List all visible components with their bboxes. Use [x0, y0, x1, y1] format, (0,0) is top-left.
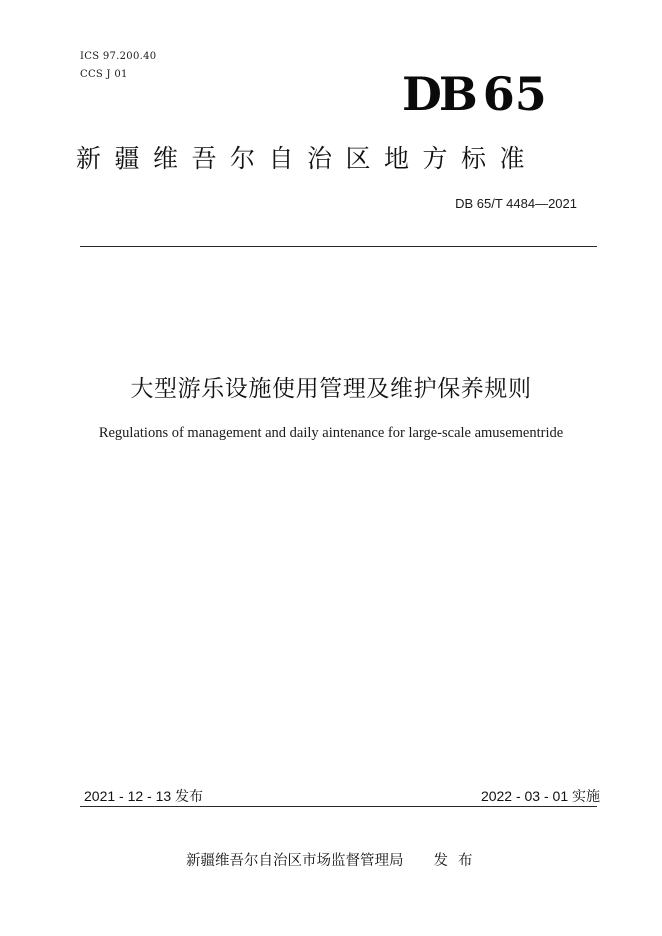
issuer-line	[186, 849, 483, 870]
top-divider	[80, 246, 597, 247]
implementation-date: 2022 - 03 - 01 实施	[480, 788, 600, 804]
db-logo-code: 65	[482, 67, 547, 121]
standard-number: DB 65/T 4484—2021	[455, 196, 577, 211]
document-title-chinese: 大型游乐设施使用管理及维护保养规则	[130, 376, 532, 402]
ics-code: ICS 97.200.40	[80, 51, 157, 62]
db-logo	[402, 66, 562, 122]
issue-date: 2021 - 12 - 13 发布	[84, 788, 204, 804]
issuer-action: 发布	[433, 853, 483, 869]
standard-category-heading: 新疆维吾尔自治区地方标准	[76, 144, 539, 173]
db-logo-prefix: DB	[402, 67, 475, 121]
issuer-name: 新疆维吾尔自治区市场监督管理局	[186, 853, 404, 869]
bottom-divider	[80, 806, 597, 807]
ccs-code: CCS J 01	[80, 69, 128, 80]
document-title-english: Regulations of management and daily aintenance for large-scale amusementride	[98, 425, 564, 441]
